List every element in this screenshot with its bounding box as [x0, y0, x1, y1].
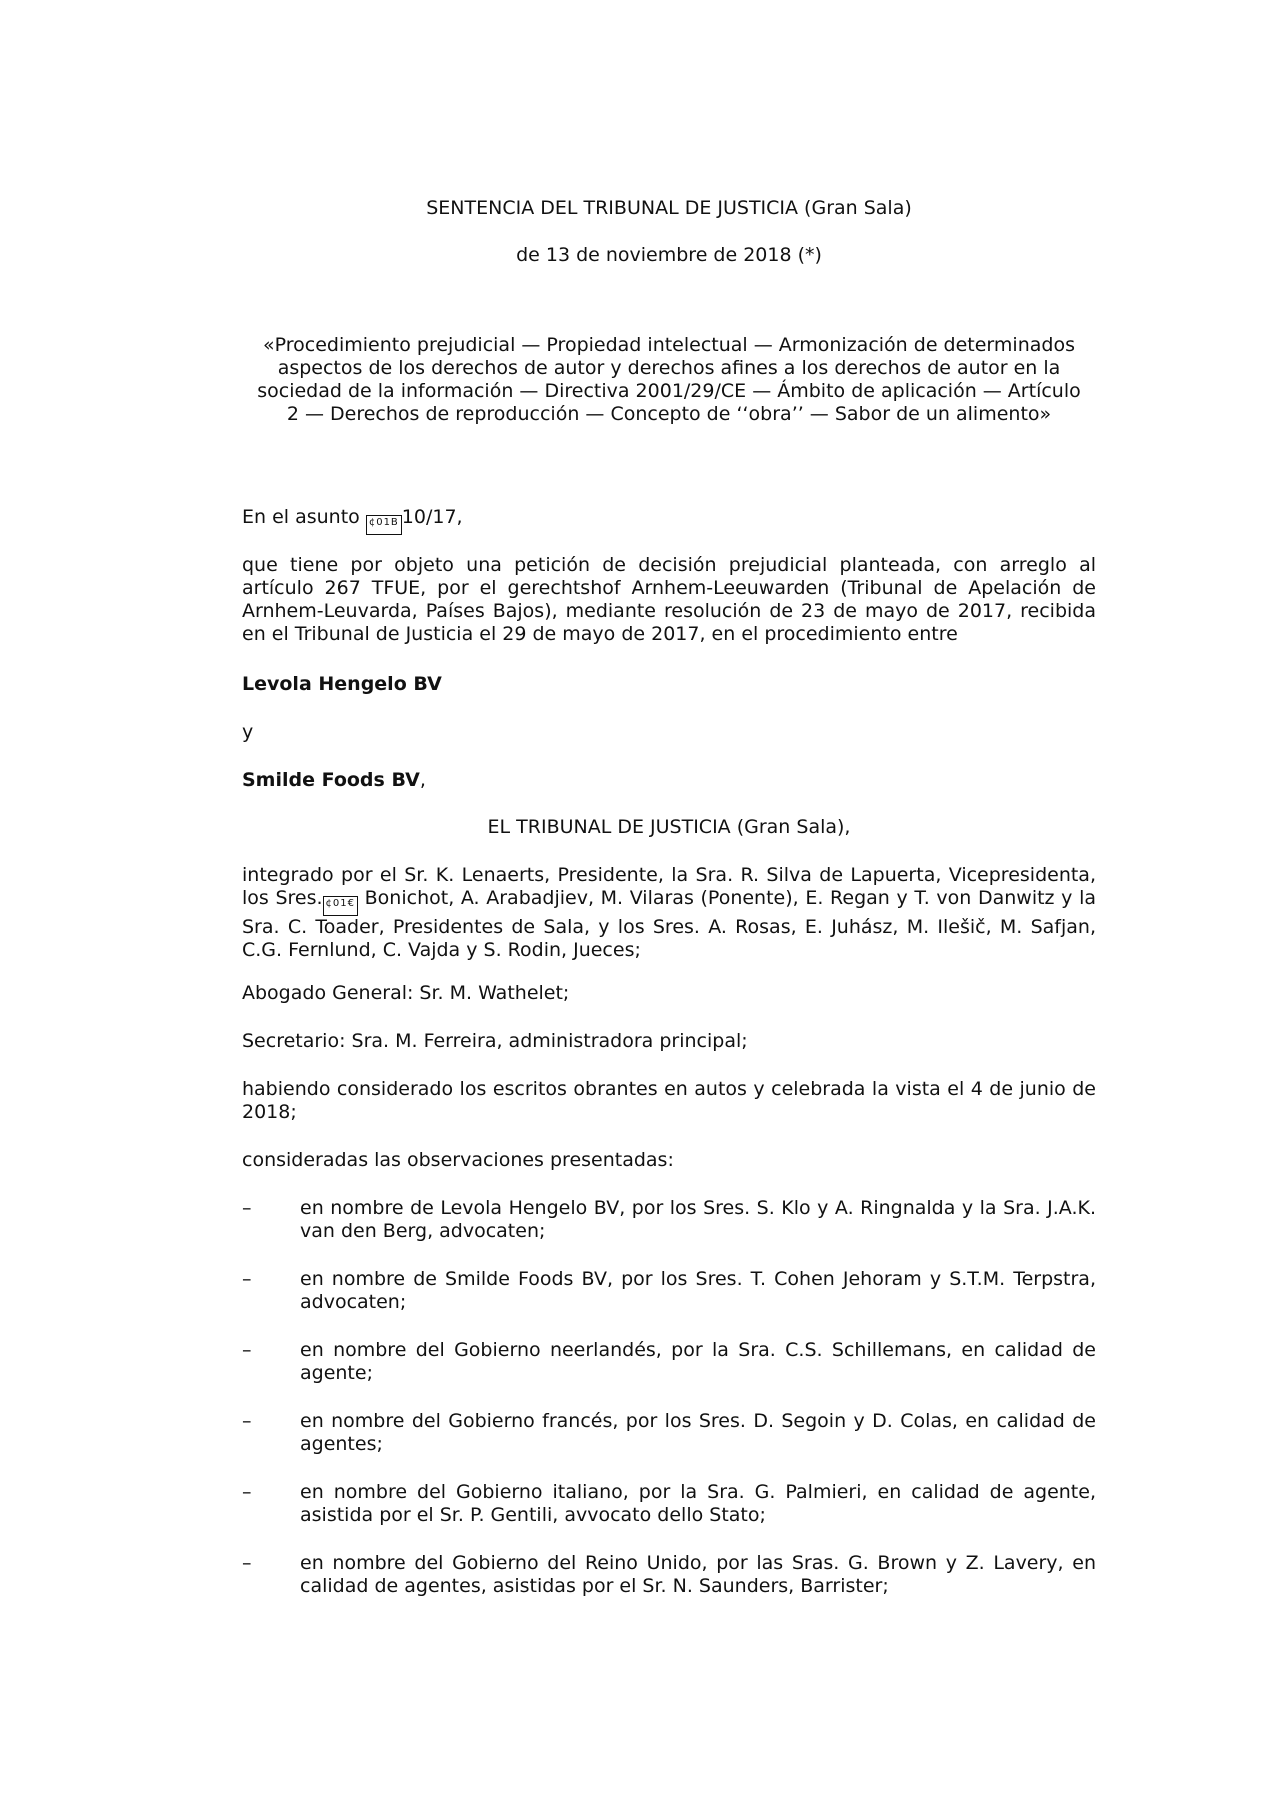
composition-glyph: ¢01€ [323, 896, 358, 916]
registrar: Secretario: Sra. M. Ferreira, administradora principal; [242, 1030, 748, 1052]
advocate-general: Abogado General: Sr. M. Wathelet; [242, 982, 570, 1004]
observation-text: en nombre del Gobierno del Reino Unido, por las Sras. G. Brown y Z. Lavery, en calidad de agentes, asistidas por el Sr. N. Saunders, Barrister; [300, 1552, 1096, 1597]
dash-marker: – [242, 1268, 252, 1290]
dash-marker: – [242, 1410, 252, 1432]
observation-text: en nombre del Gobierno italiano, por la Sra. G. Palmieri, en calidad de agente, asistida por el Sr. P. Gentili, avvocato dello Stato; [300, 1481, 1096, 1526]
observation-text: en nombre de Smilde Foods BV, por los Sres. T. Cohen Jehoram y S.T.M. Terpstra, advocaten; [300, 1268, 1096, 1313]
case-prefix: En el asunto [242, 506, 366, 528]
observation-item [242, 1410, 1096, 1456]
party-defendant-line [242, 769, 1096, 792]
dash-marker: – [242, 1339, 252, 1361]
observation-item [242, 1481, 1096, 1527]
party-applicant: Levola Hengelo BV [242, 673, 442, 695]
case-suffix: 10/17, [401, 506, 463, 528]
observation-item [242, 1268, 1096, 1314]
party-defendant-suffix: , [419, 769, 426, 791]
dash-marker: – [242, 1481, 252, 1503]
observation-item [242, 1339, 1096, 1385]
case-reference [242, 506, 1096, 535]
observation-text: en nombre de Levola Hengelo BV, por los Sres. S. Klo y A. Ringnalda y la Sra. J.A.K. van den Berg, advocaten; [300, 1197, 1096, 1242]
document-title: SENTENCIA DEL TRIBUNAL DE JUSTICIA (Gran Sala) [426, 197, 912, 219]
party-defendant: Smilde Foods BV [242, 769, 420, 791]
observation-text: en nombre del Gobierno francés, por los Sres. D. Segoin y D. Colas, en calidad de agentes; [300, 1410, 1096, 1455]
observation-item [242, 1197, 1096, 1243]
request-paragraph: que tiene por objeto una petición de decisión prejudicial planteada, con arreglo al artículo 267 TFUE, por el gerechtshof Arnhem-Leeuwarden (Tribunal de Apelación de Arnhem-Leuvarda, Países Bajos), mediante resolución de 23 de mayo de 2017, recibida en el Tribunal de Justicia el 29 de mayo de 2017, en el procedimiento entre [242, 554, 1096, 645]
observation-text: en nombre del Gobierno neerlandés, por la Sra. C.S. Schillemans, en calidad de agente; [300, 1339, 1096, 1384]
observations-intro: consideradas las observaciones presentadas: [242, 1149, 674, 1171]
case-glyph: ¢01B [366, 515, 402, 535]
composition-part-2: Bonichot, A. Arabadjiev, M. Vilaras (Ponente), E. Regan y T. von Danwitz y la Sra. C. Toader, Presidentes de Sala, y los Sres. A. Rosas, E. Juhász, M. Ilešič, M. Safjan, C.G. Fernlund, C. Vajda y S. Rodin, Jueces; [242, 887, 1096, 961]
court-heading: EL TRIBUNAL DE JUSTICIA (Gran Sala), [487, 816, 851, 838]
keywords: «Procedimiento prejudicial — Propiedad intelectual — Armonización de determinados aspectos de los derechos de autor y derechos afines a los derechos de autor en la sociedad de la información — Directiva 2001/29/CE — Ámbito de aplicación — Artículo 2 — Derechos de reproducción — Concepto de ‘‘obra’’ — Sabor de un alimento» [257, 334, 1081, 425]
composition-part-1: integrado por el Sr. K. Lenaerts, Presidente, la Sra. R. Silva de Lapuerta, Vicepresidenta, los Sres. [242, 864, 1096, 909]
composition-paragraph [242, 864, 1096, 962]
observation-item [242, 1552, 1096, 1598]
dash-marker: – [242, 1197, 252, 1219]
party-conjunction: y [242, 721, 254, 743]
judgment-date: de 13 de noviembre de 2018 (*) [516, 244, 822, 266]
procedure-paragraph: habiendo considerado los escritos obrantes en autos y celebrada la vista el 4 de junio de 2018; [242, 1078, 1096, 1123]
dash-marker: – [242, 1552, 252, 1574]
